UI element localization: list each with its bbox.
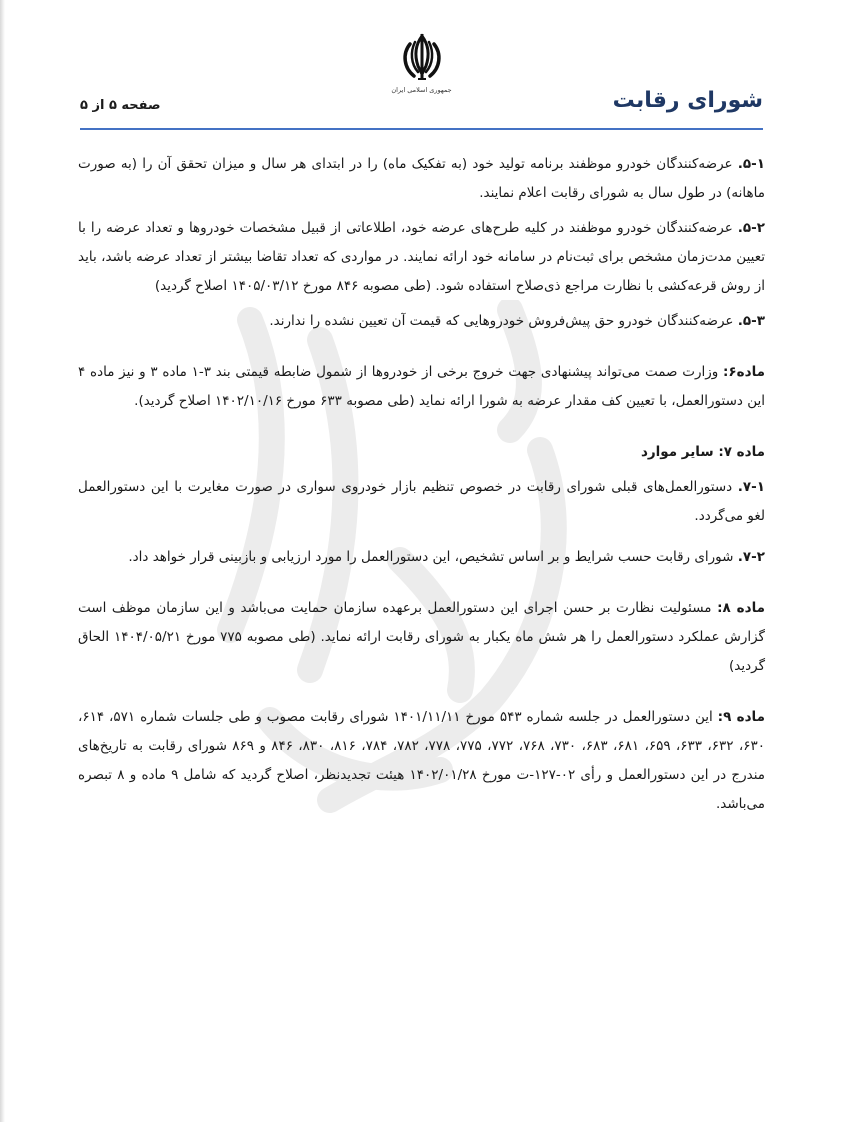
iran-emblem-icon <box>396 32 448 84</box>
clause-7-2 <box>78 543 765 572</box>
clause-5-3 <box>78 307 765 336</box>
article-label: ماده۶: <box>723 364 765 380</box>
clause-number: ۵-۱. <box>737 156 765 172</box>
clause-number: ۵-۳. <box>737 313 765 329</box>
clause-5-1 <box>78 150 765 208</box>
clause-text: عرضه‌کنندگان خودرو موظفند برنامه تولید خود (به تفکیک ماه) را در ابتدای هر سال و میزان تحقق آن را (به صورت ماهانه) در طول سال به شورای رقابت اعلام نمایند. <box>78 156 765 201</box>
page-edge-shadow <box>0 0 5 1122</box>
article-text: مسئولیت نظارت بر حسن اجرای این دستورالعمل برعهده سازمان حمایت می‌باشد و این سازمان موظف است گزارش عملکرد دستورالعمل را هر شش ماه یکبار به شورای رقابت ارائه نماید. (طی مصوبه ۷۷۵ مورخ ۱۴۰۴/۰۵/۲۱ الحاق گردید) <box>78 600 765 674</box>
page-number: صفحه ۵ از ۵ <box>80 98 161 113</box>
clause-number: ۵-۲. <box>737 220 765 236</box>
clause-5-2 <box>78 214 765 301</box>
clause-text: دستورالعمل‌های قبلی شورای رقابت در خصوص تنظیم بازار خودروی سواری در صورت مغایرت با این دستورالعمل لغو می‌گردد. <box>78 479 765 524</box>
article-label: ماده ۸: <box>717 600 765 616</box>
org-title: شورای رقابت <box>612 88 763 113</box>
clause-7-1 <box>78 473 765 531</box>
clause-number: ۷-۱. <box>737 479 765 495</box>
emblem <box>387 32 457 94</box>
header-divider <box>80 128 763 130</box>
article-text: این دستورالعمل در جلسه شماره ۵۴۳ مورخ ۱۴۰۱/۱۱/۱۱ شورای رقابت مصوب و طی جلسات شماره ۵۷۱، ۶۱۴، ۶۳۰، ۶۳۲، ۶۳۳، ۶۵۹، ۶۸۱، ۶۸۳، ۷۳۰، ۷۶۸، ۷۷۲، ۷۷۵، ۷۷۸، ۷۸۲، ۷۸۴، ۸۱۶، ۸۳۰، ۸۴۶ و ۸۶۹ شورای رقابت به تاریخ‌های مندرج در این دستورالعمل و رأی ۰۲-۱۲۷-ت مورخ ۱۴۰۲/۰۱/۲۸ هیئت تجدیدنظر، اصلاح گردید که شامل ۹ ماده و ۸ تبصره می‌باشد. <box>78 709 766 812</box>
article-6 <box>78 358 765 416</box>
article-7-heading: ماده ۷: سایر موارد <box>640 444 765 460</box>
article-label: ماده ۹: <box>717 709 765 725</box>
article-text: وزارت صمت می‌تواند پیشنهادی جهت خروج برخی از خودروها از شمول ضابطه قیمتی بند ۳-۱ ماده ۳ و نیز ماده ۴ این دستورالعمل، با تعیین کف مقدار عرضه به شورا ارائه نماید (طی مصوبه ۶۳۳ مورخ ۱۴۰۲/۱۰/۱۶ اصلاح گردید). <box>78 364 765 409</box>
clause-text: عرضه‌کنندگان خودرو موظفند در کلیه طرح‌های عرضه خود، اطلاعاتی از قبیل مشخصات خودروها و تعداد عرضه را با تعیین مدت‌زمان مشخص برای ثبت‌نام در سامانه خود ارائه نمایند. در مواردی که تعداد تقاضا بیشتر از تعداد عرضه باشد، باید از روش قرعه‌کشی با نظارت مراجع ذی‌صلاح استفاده شود. (طی مصوبه ۸۴۶ مورخ ۱۴۰۵/۰۳/۱۲ اصلاح گردید) <box>78 220 765 294</box>
article-8 <box>78 594 765 681</box>
document-body <box>78 150 765 819</box>
clause-text: عرضه‌کنندگان خودرو حق پیش‌فروش خودروهایی که قیمت آن تعیین نشده را ندارند. <box>269 313 734 329</box>
emblem-caption: جمهوری اسلامی ایران <box>391 86 452 94</box>
clause-text: شورای رقابت حسب شرایط و بر اساس تشخیص، این دستورالعمل را مورد ارزیابی و بازبینی قرار خواهد داد. <box>128 549 734 565</box>
clause-number: ۷-۲. <box>737 549 765 565</box>
article-9 <box>78 703 765 819</box>
document-header <box>80 30 763 134</box>
